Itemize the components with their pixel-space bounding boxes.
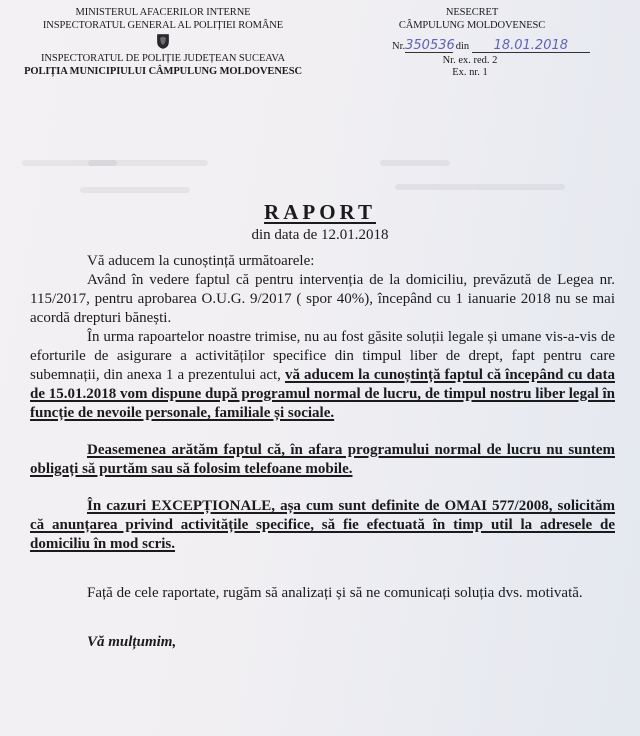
coat-of-arms-icon (157, 34, 169, 49)
report-heading: RAPORT (264, 200, 376, 224)
issuer-header (18, 6, 308, 78)
county-inspectorate-line: INSPECTORATUL DE POLIȚIE JUDEȚEAN SUCEAVA (40, 53, 286, 64)
paragraph-notice (30, 328, 615, 423)
intro-paragraph: Vă aducem la cunoștință următoarele: (87, 253, 315, 269)
din-label: din (455, 41, 470, 52)
bleed-through-mark (80, 187, 190, 193)
registration-line (392, 39, 590, 53)
paragraph-request: Față de cele raportate, rugăm să analizați și să ne comunicați soluția dvs. motivată. (87, 585, 583, 601)
report-title-block (0, 200, 640, 244)
bleed-through-mark (380, 160, 450, 166)
paragraph-mobile-phones: Deasemenea arătăm faptul că, în afara programului normal de lucru nu suntem obligați să purtăm sau să folosim telefoane mobile. (30, 442, 615, 477)
inspectorate-general-line: INSPECTORATUL GENERAL AL POLIȚIEI ROMÂNE (42, 20, 284, 31)
copies-drafted: Nr. ex. red. 2 (442, 55, 498, 66)
classification-label: NESECRET (445, 7, 499, 18)
report-date: din data de 12.01.2018 (251, 227, 389, 243)
ministry-line: MINISTERUL AFACERILOR INTERNE (75, 7, 251, 18)
notice-plain-text: În urma rapoartelor noastre trimise, nu au fost găsite soluții legale și umane vis-a-vis de eforturile de asigurare a activităților specifice din timpul liber de drept, fapt pentru care subemnații, din anexa 1 a prezentului act, (30, 329, 615, 383)
bleed-through-mark (88, 160, 208, 166)
paragraph-exceptional-cases: În cazuri EXCEPȚIONALE, așa cum sunt definite de OMAI 577/2008, solicităm că anunțarea privind activitățile specifice, să fie efectuată în timp util la adresele de domiciliu în mod scris. (30, 498, 615, 552)
nr-label: Nr. (392, 41, 406, 52)
registration-number: 350536 (405, 38, 455, 53)
bleed-through-mark (395, 184, 565, 190)
copy-info (400, 55, 540, 79)
registration-date: 18.01.2018 (472, 39, 590, 53)
report-body (30, 252, 615, 652)
classification-block (372, 6, 572, 32)
paragraph-legal-basis: Având în vedere faptul că pentru intervenția de la domiciliu, prevăzută de Legea nr. 115/2017, pentru aprobarea O.U.G. 9/2017 ( spor 40%), începând cu 1 ianuarie 2018 nu se mai acordă drepturi bănești. (30, 272, 615, 326)
notice-emphasized-text: vă aducem la cunoștință faptul că începând cu data de 15.01.2018 vom dispune după programul normal de lucru, de timpul nostru liber legal în funcție de nevoile personale, familiale și sociale. (30, 367, 615, 421)
city-label: CÂMPULUNG MOLDOVENESC (398, 20, 546, 31)
municipal-police-line: POLIȚIA MUNICIPIULUI CÂMPULUNG MOLDOVENESC (24, 66, 302, 77)
copy-number: Ex. nr. 1 (452, 67, 488, 78)
closing-line: Vă mulțumim, (87, 634, 177, 650)
